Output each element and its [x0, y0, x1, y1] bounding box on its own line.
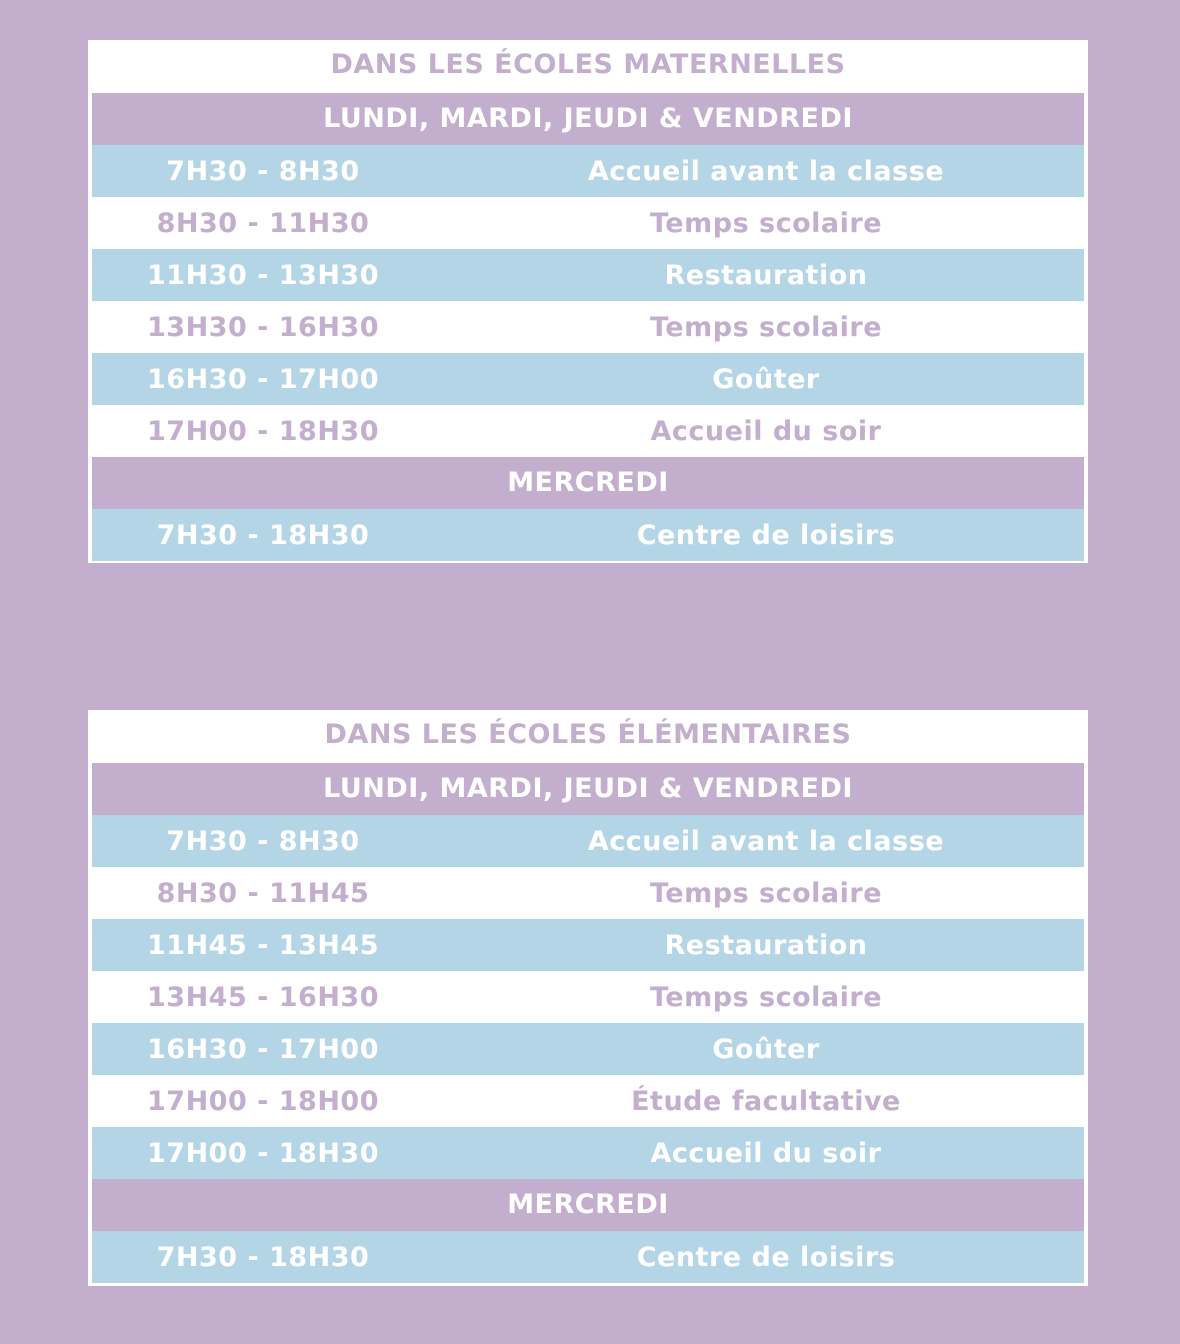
schedule-row [92, 919, 1084, 971]
schedule-row [92, 1023, 1084, 1075]
schedule-row [92, 197, 1084, 249]
activity-label: Temps scolaire [649, 981, 883, 1013]
activity-label: Restauration [664, 929, 868, 961]
activity-label: Accueil avant la classe [587, 825, 945, 857]
time-slot: 7H30 - 18H30 [156, 519, 370, 551]
schedule-row [92, 867, 1084, 919]
elementaires-wednesday-rows [92, 1231, 1084, 1283]
activity-label: Temps scolaire [649, 207, 883, 239]
time-slot: 8H30 - 11H30 [156, 207, 370, 239]
time-slot: 17H00 - 18H30 [147, 1137, 379, 1169]
activity-label: Goûter [712, 1033, 820, 1065]
time-slot: 8H30 - 11H45 [156, 877, 370, 909]
elementaires-wednesday-header: MERCREDI [92, 1179, 1084, 1231]
time-slot: 16H30 - 17H00 [147, 1033, 379, 1065]
schedule-row [92, 249, 1084, 301]
schedule-row [92, 301, 1084, 353]
activity-label: Goûter [712, 363, 820, 395]
schedule-row [92, 405, 1084, 457]
elementaires-weekday-rows [92, 815, 1084, 1179]
time-slot: 7H30 - 18H30 [156, 1241, 370, 1273]
activity-label: Temps scolaire [649, 311, 883, 343]
maternelles-weekday-rows [92, 145, 1084, 457]
schedule-row [92, 353, 1084, 405]
activity-label: Temps scolaire [649, 877, 883, 909]
activity-label: Centre de loisirs [636, 1241, 896, 1273]
activity-label: Accueil du soir [650, 415, 882, 447]
activity-label: Restauration [664, 259, 868, 291]
activity-label: Centre de loisirs [636, 519, 896, 551]
time-slot: 7H30 - 8H30 [166, 825, 360, 857]
elementaires-weekdays-header: LUNDI, MARDI, JEUDI & VENDREDI [92, 763, 1084, 815]
schedule-row [92, 815, 1084, 867]
schedule-row [92, 971, 1084, 1023]
time-slot: 13H30 - 16H30 [147, 311, 379, 343]
activity-label: Accueil du soir [650, 1137, 882, 1169]
time-slot: 17H00 - 18H00 [147, 1085, 379, 1117]
elementaires-title: DANS LES ÉCOLES ÉLÉMENTAIRES [324, 719, 852, 750]
schedule-row [92, 1231, 1084, 1283]
schedule-row [92, 1075, 1084, 1127]
maternelles-wednesday-rows [92, 509, 1084, 561]
schedule-row [92, 1127, 1084, 1179]
time-slot: 16H30 - 17H00 [147, 363, 379, 395]
activity-label: Étude facultative [631, 1085, 901, 1117]
schedule-row [92, 145, 1084, 197]
time-slot: 7H30 - 8H30 [166, 155, 360, 187]
activity-label: Accueil avant la classe [587, 155, 945, 187]
time-slot: 11H45 - 13H45 [147, 929, 379, 961]
maternelles-title: DANS LES ÉCOLES MATERNELLES [330, 49, 846, 80]
time-slot: 13H45 - 16H30 [147, 981, 379, 1013]
maternelles-weekdays-header: LUNDI, MARDI, JEUDI & VENDREDI [92, 93, 1084, 145]
elementaires-schedule-card [88, 710, 1088, 1286]
maternelles-wednesday-header: MERCREDI [92, 457, 1084, 509]
time-slot: 11H30 - 13H30 [147, 259, 379, 291]
time-slot: 17H00 - 18H30 [147, 415, 379, 447]
schedule-row [92, 509, 1084, 561]
maternelles-schedule-card [88, 40, 1088, 563]
